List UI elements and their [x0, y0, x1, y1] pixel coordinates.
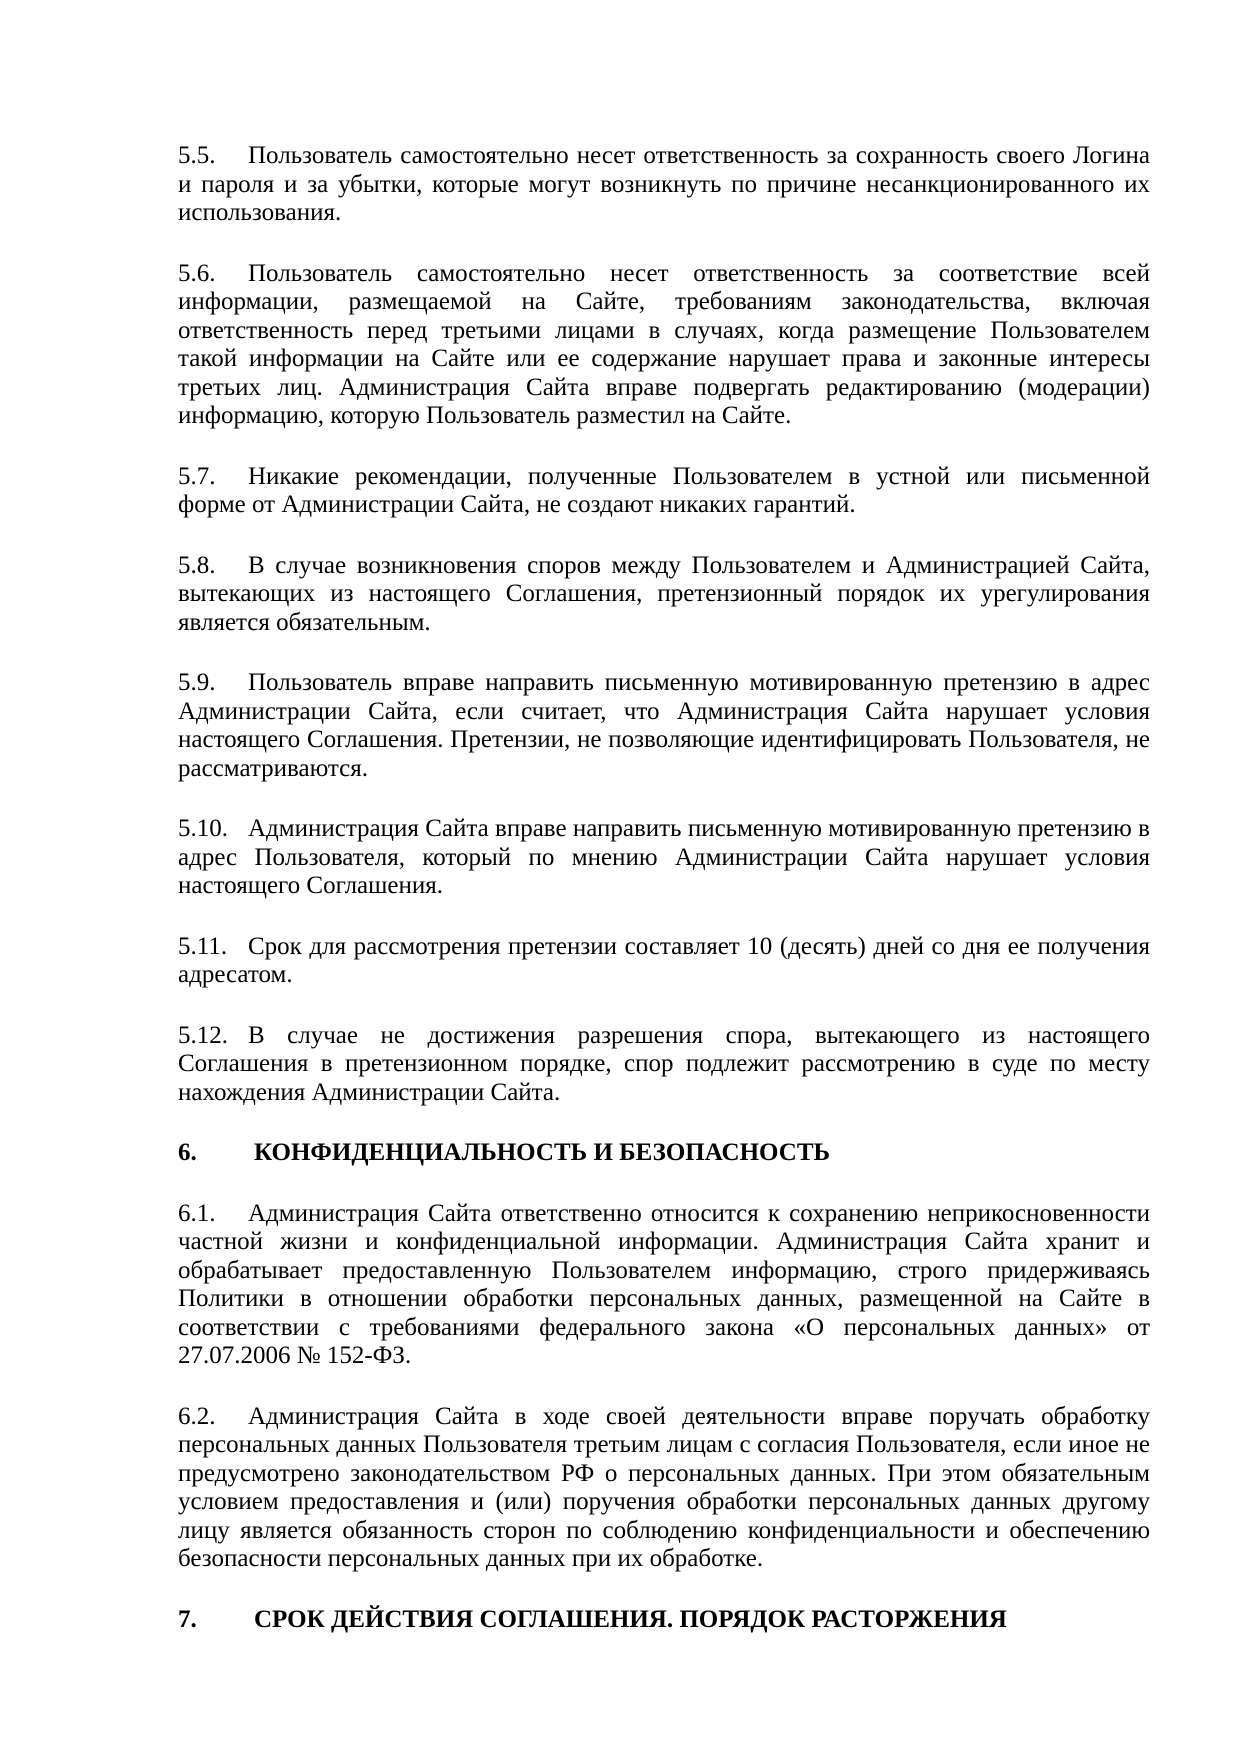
clause-5-11 — [178, 933, 1150, 990]
clause-text: Срок для рассмотрения претензии составляет 10 (десять) дней со дня ее получения адресатом. — [178, 932, 1150, 988]
clause-number: 5.10. — [178, 815, 228, 842]
clause-5-6 — [178, 260, 1150, 431]
clause-5-9 — [178, 669, 1150, 783]
clause-text: Пользователь вправе направить письменную мотивированную претензию в адрес Администрации Сайта, если считает, что Администрация Сайта нарушает условия настоящего Соглашения. Претензии, не позволяющие идентифицировать Пользователя, не рассматриваются. — [178, 669, 1150, 782]
clause-number: 5.9. — [178, 669, 216, 696]
clause-text: Никакие рекомендации, полученные Пользователем в устной или письменной форме от Администрации Сайта, не создают никаких гарантий. — [178, 462, 1150, 518]
clause-number: 5.12. — [178, 1021, 228, 1049]
clause-text: В случае возникновения споров между Пользователем и Администрацией Сайта, вытекающих из настоящего Соглашения, претензионный порядок их урегулирования является обязательным. — [178, 551, 1150, 636]
clause-6-1 — [178, 1200, 1150, 1371]
clause-text: В случае не достижения разрешения спора, вытекающего из настоящего Соглашения в претензионном порядке, спор подлежит рассмотрению в суде по месту нахождения Администрации Сайта. — [178, 1021, 1150, 1106]
section-heading-7 — [178, 1606, 1150, 1635]
clause-number: 5.8. — [178, 551, 216, 579]
clause-5-7 — [178, 463, 1150, 520]
clause-5-10 — [178, 815, 1150, 901]
section-title: СРОК ДЕЙСТВИЯ СОГЛАШЕНИЯ. ПОРЯДОК РАСТОРЖЕНИЯ — [254, 1605, 1007, 1633]
clause-number: 5.11. — [178, 932, 228, 960]
clause-text: Пользователь самостоятельно несет ответственность за соответствие всей информации, размещаемой на Сайте, требованиям законодательства, включая ответственность перед третьими лицами в случаях, когда размещение Пользователем такой информации на Сайте или ее содержание нарушает права и законные интересы третьих лиц. Администрация Сайта вправе подвергать редактированию (модерации) информацию, которую Пользователь разместил на Сайте. — [178, 259, 1150, 429]
clause-5-12 — [178, 1022, 1150, 1108]
clause-5-5 — [178, 142, 1150, 228]
clause-6-2 — [178, 1403, 1150, 1574]
section-title: КОНФИДЕНЦИАЛЬНОСТЬ И БЕЗОПАСНОСТЬ — [254, 1139, 831, 1166]
section-number: 7. — [178, 1605, 197, 1633]
clause-text: Администрация Сайта в ходе своей деятельности вправе поручать обработку персональных данных Пользователя третьим лицам с согласия Пользователя, если иное не предусмотрено законодательством РФ о персональных данных. При этом обязательным условием предоставления и (или) поручения обработки персональных данных другому лицу является обязанность сторон по соблюдению конфиденциальности и обеспечению безопасности персональных данных при их обработке. — [178, 1402, 1150, 1572]
section-number: 6. — [178, 1139, 197, 1166]
clause-number: 5.7. — [178, 462, 216, 490]
clause-text: Администрация Сайта ответственно относится к сохранению неприкосновенности частной жизни и конфиденциальной информации. Администрация Сайта хранит и обрабатывает предоставленную Пользователем информацию, строго придерживаясь Политики в отношении обработки персональных данных, размещенной на Сайте в соответствии с требованиями федерального закона «О персональных данных» от 27.07.2006 № 152-ФЗ. — [178, 1199, 1150, 1369]
clause-text: Пользователь самостоятельно несет ответственность за сохранность своего Логина и пароля и за убытки, которые могут возникнуть по причине несанкционированного их использования. — [178, 142, 1150, 226]
clause-number: 5.5. — [178, 142, 216, 169]
clause-text: Администрация Сайта вправе направить письменную мотивированную претензию в адрес Пользователя, который по мнению Администрации Сайта нарушает условия настоящего Соглашения. — [178, 815, 1150, 899]
clause-number: 6.2. — [178, 1402, 216, 1430]
section-heading-6 — [178, 1139, 1150, 1168]
clause-number: 6.1. — [178, 1199, 216, 1227]
clause-5-8 — [178, 552, 1150, 638]
clause-number: 5.6. — [178, 259, 216, 287]
